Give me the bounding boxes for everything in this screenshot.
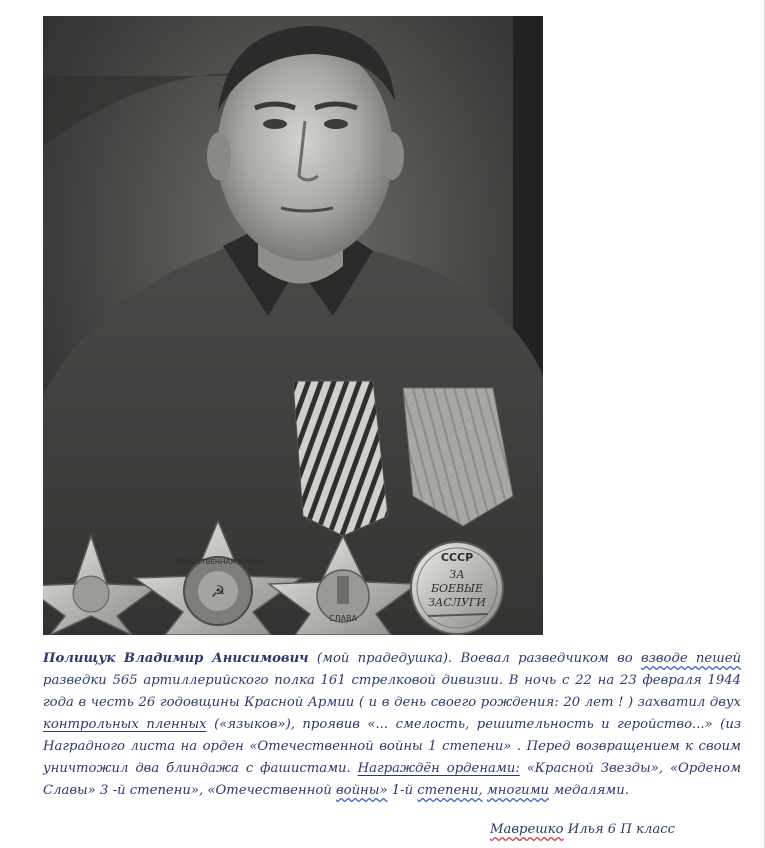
medal-battle-merit — [411, 542, 503, 634]
author-signature — [490, 822, 675, 837]
author-name-class: Илья 6 П класс — [563, 822, 675, 837]
caption-paragraph — [43, 648, 741, 802]
order-of-glory-ribbon — [293, 381, 388, 536]
caption-text: медалями. — [549, 783, 629, 798]
svg-text:БОЕВЫЕ: БОЕВЫЕ — [430, 582, 484, 595]
veteran-name: Полищук Владимир Анисимович — [43, 651, 309, 666]
caption-text: («языков»), проявив «... смелость, решительность и геройство...» (из Наградного листа на орден «Отечественной войны 1 степени» . Перед возвращением к своим уничтожил два блиндажа с фашистами. — [43, 717, 742, 776]
caption-text: (мой прадедушка). Воевал разведчиком во — [308, 651, 641, 666]
caption-text: 1-й — [387, 783, 418, 798]
svg-text:СССР: СССР — [440, 551, 474, 564]
caption-text: разведки 565 артиллерийского полка 161 стрелковой дивизии. В ночь с 22 на 23 февраля 1944 года в честь 26 годовщины Красной Армии ( и в день своего рождения: 20 лет ! ) захватил двух — [43, 673, 741, 710]
svg-text:ЗАСЛУГИ: ЗАСЛУГИ — [428, 596, 486, 609]
caption-text-spellcheck: степени, — [417, 783, 483, 798]
veteran-photo — [43, 16, 543, 635]
caption-text-spellcheck: войны» — [335, 783, 388, 798]
svg-text:ЗА: ЗА — [449, 568, 465, 581]
awards-heading: Награждён орденами: — [357, 761, 520, 776]
caption-text-spellcheck: взводе пешей — [641, 651, 741, 666]
svg-text:СЛАВА: СЛАВА — [328, 614, 358, 623]
caption-text: «Красной Звезды», «Орденом Славы» 3 -й степени», «Отечественной — [43, 761, 742, 798]
svg-text:ОТЕЧЕСТВЕННАЯ ВОЙНА: ОТЕЧЕСТВЕННАЯ ВОЙНА — [173, 558, 263, 566]
caption-text-underlined: контрольных пленных — [43, 717, 207, 732]
svg-text:☭: ☭ — [210, 582, 226, 601]
author-surname: Маврешко — [490, 822, 564, 837]
caption-text-spellcheck: многими — [486, 783, 550, 798]
